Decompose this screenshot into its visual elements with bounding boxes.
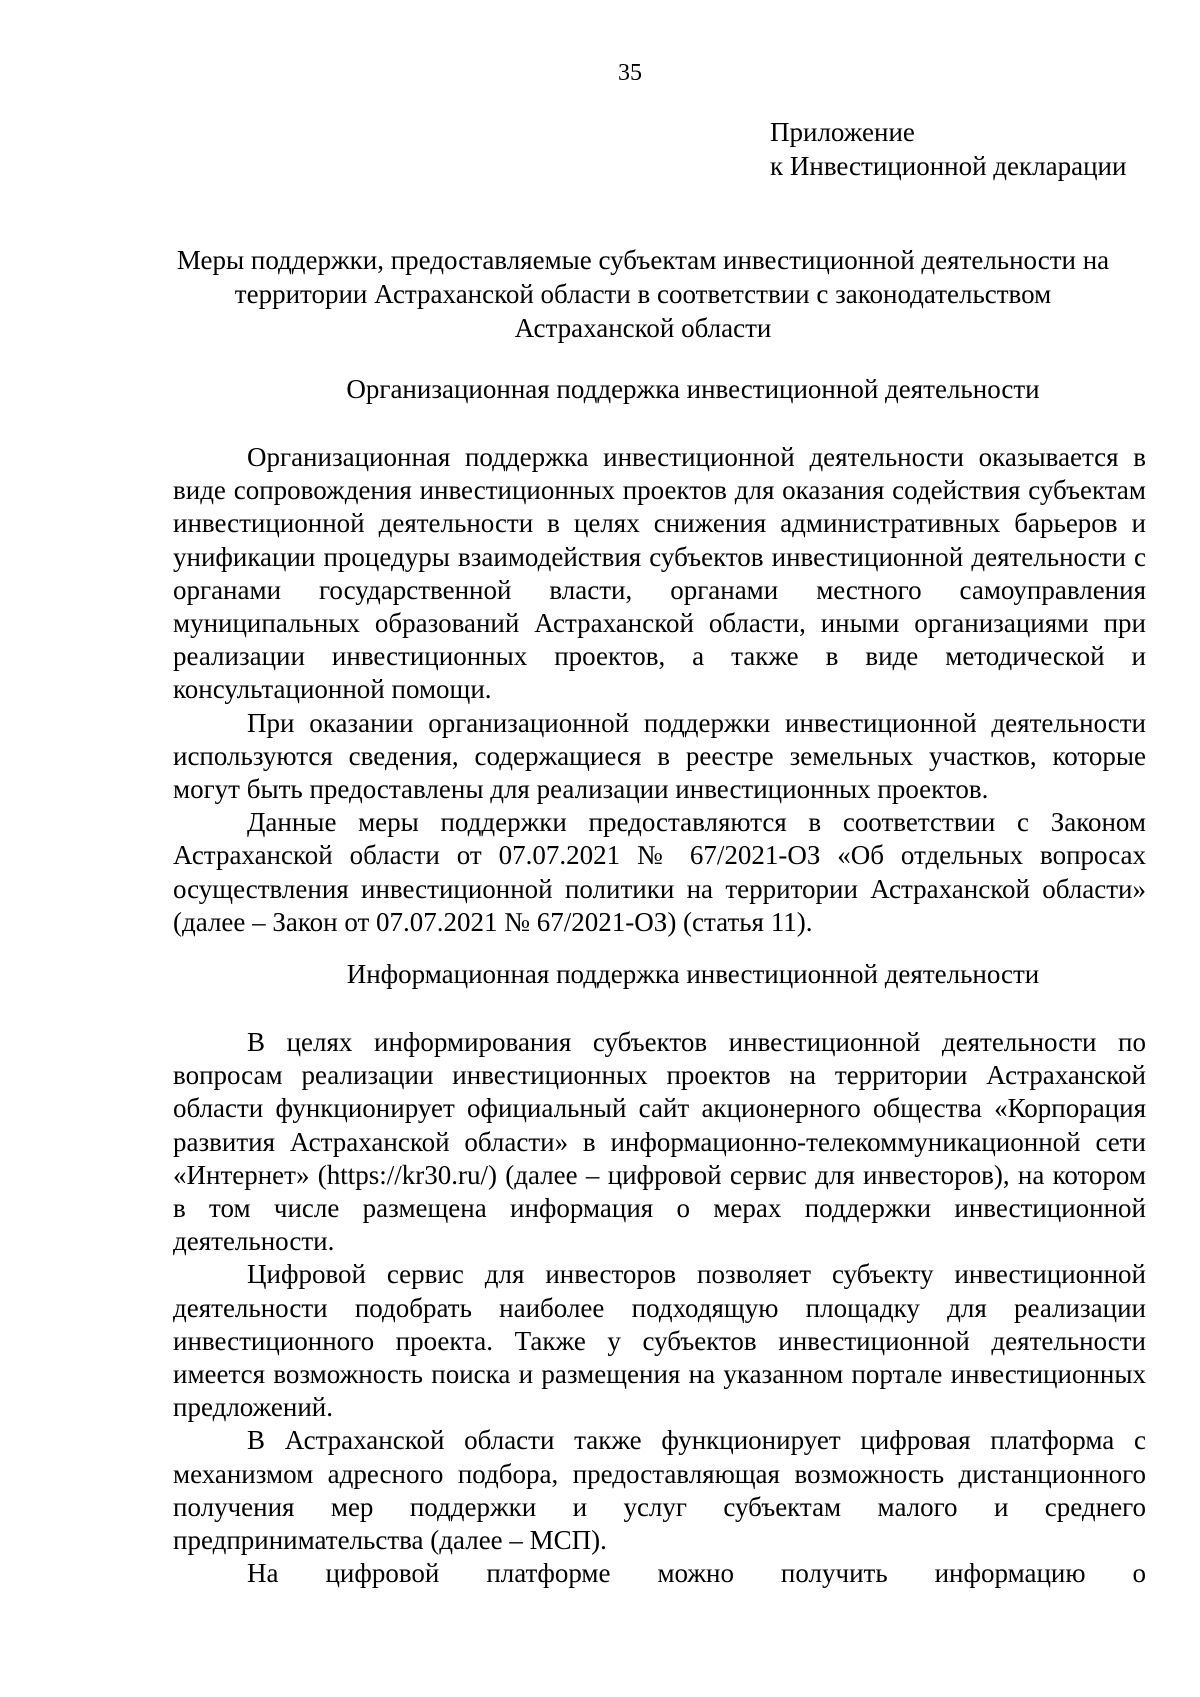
section-heading-informational: Информационная поддержка инвестиционной деятельности xyxy=(346,959,1040,989)
paragraph: В Астраханской области также функционирует цифровая платформа с механизмом адресного подбора, предоставляющая возможность дистанционного получения мер поддержки и услуг субъектам малого и среднего предпринимательства (далее – МСП). xyxy=(173,1425,1146,1556)
paragraph: Данные меры поддержки предоставляются в соответствии с Законом Астраханской области от 07.07.2021 № 67/2021-ОЗ «Об отдельных вопросах осуществления инвестиционной политики на территории Астраханской области» (далее – Закон от 07.07.2021 № 67/2021-ОЗ) (статья 11). xyxy=(173,807,1146,937)
paragraph: Цифровой сервис для инвесторов позволяет субъекту инвестиционной деятельности подобрать наиболее подходящую площадку для реализации инвестиционного проекта. Также у субъектов инвестиционной деятельности имеется возможность поиска и размещения на указанном портале инвестиционных предложений. xyxy=(173,1259,1146,1423)
paragraph: При оказании организационной поддержки инвестиционной деятельности используются сведения, содержащиеся в реестре земельных участков, которые могут быть предоставлены для реализации инвестиционных проектов. xyxy=(173,707,1146,805)
section-body-organizational xyxy=(173,441,1146,939)
appendix-note xyxy=(770,115,1126,183)
section-heading-organizational: Организационная поддержка инвестиционной деятельности xyxy=(346,374,1040,404)
paragraph: На цифровой платформе можно получить информацию о xyxy=(247,1558,1146,1589)
paragraph: В целях информирования субъектов инвестиционной деятельности по вопросам реализации инвестиционных проектов на территории Астраханской области функционирует официальный сайт акционерного общества «Корпорация развития Астраханской области» в информационно-телекоммуникационной сети «Интернет» (https://kr30.ru/) (далее – цифровой сервис для инвесторов), на котором в том числе размещена информация о мерах поддержки инвестиционной деятельности. xyxy=(173,1027,1146,1257)
appendix-line-2: к Инвестиционной декларации xyxy=(770,151,1127,181)
appendix-line-1: Приложение xyxy=(770,117,915,147)
section-body-informational xyxy=(173,1026,1146,1590)
document-title: Меры поддержки, предоставляемые субъектам инвестиционной деятельности на территории Астраханской области в соответствии с законодательством Астраханской области xyxy=(176,245,1110,343)
page-number: 35 xyxy=(618,60,642,86)
paragraph: Организационная поддержка инвестиционной деятельности оказывается в виде сопровождения инвестиционных проектов для оказания содействия субъектам инвестиционной деятельности в целях снижения административных барьеров и унификации процедуры взаимодействия субъектов инвестиционной деятельности с органами государственной власти, органами местного самоуправления муниципальных образований Астраханской области, иными организациями при реализации инвестиционных проектов, а также в виде методической и консультационной помощи. xyxy=(173,442,1146,705)
